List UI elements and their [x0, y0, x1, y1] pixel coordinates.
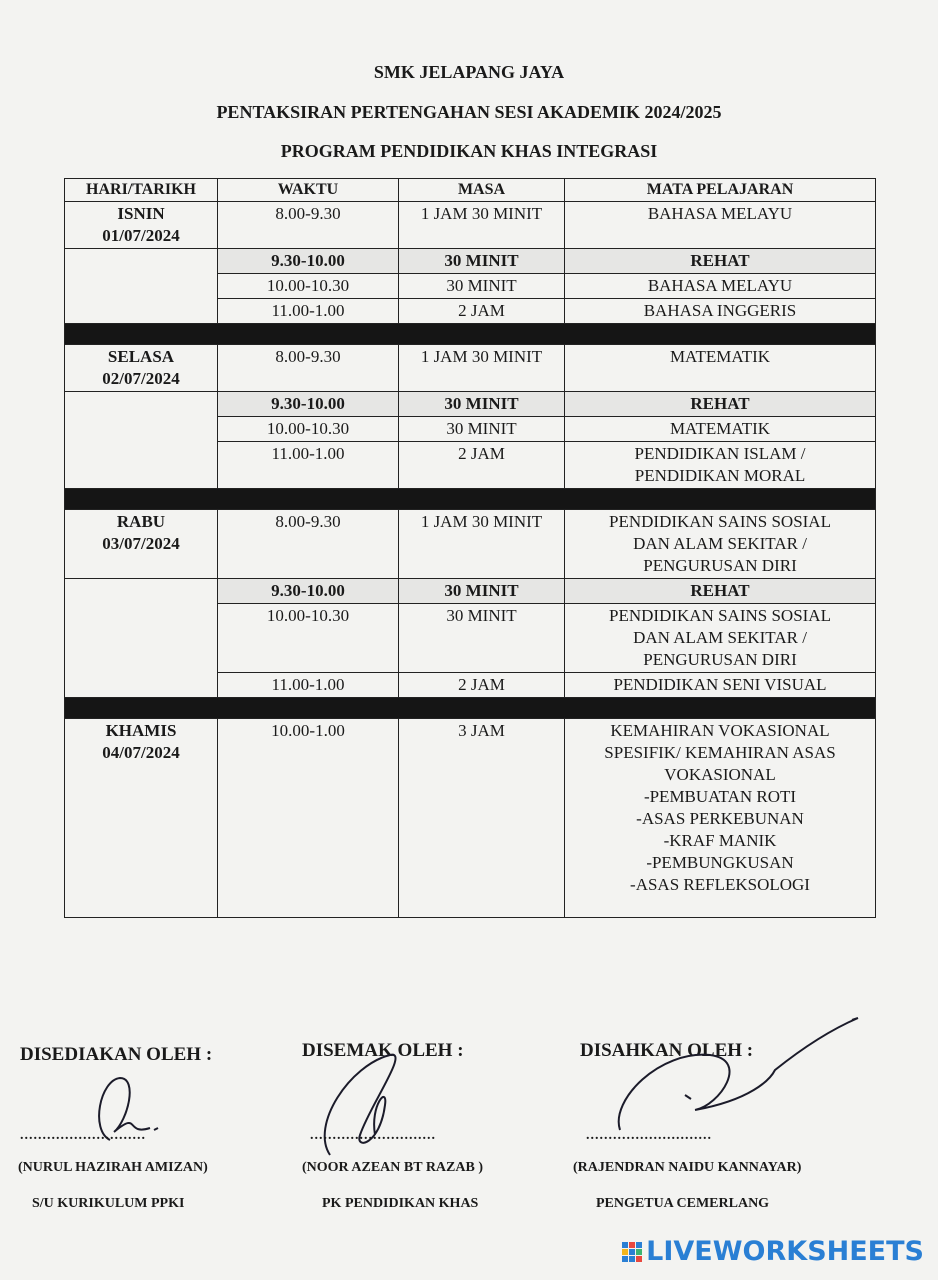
subject-cell: PENDIDIKAN SAINS SOSIAL DAN ALAM SEKITAR / PENGURUSAN DIRI [565, 510, 876, 579]
day-name: ISNIN [117, 204, 165, 223]
duration-cell: 2 JAM [399, 299, 565, 324]
duration-cell: 30 MINIT [399, 274, 565, 299]
table-row [65, 249, 876, 274]
subject-cell: PENDIDIKAN ISLAM / PENDIDIKAN MORAL [565, 442, 876, 489]
day-cell [65, 202, 218, 249]
assessment-title: PENTAKSIRAN PERTENGAHAN SESI AKADEMIK 2024/2025 [216, 102, 722, 122]
duration-cell: 30 MINIT [399, 417, 565, 442]
day-date: 01/07/2024 [102, 226, 180, 245]
subject-cell: BAHASA MELAYU [565, 202, 876, 249]
time-cell: 8.00-9.30 [218, 345, 399, 392]
time-cell: 9.30-10.00 [218, 249, 399, 274]
checked-by-role: PK PENDIDIKAN KHAS [322, 1196, 479, 1211]
day-name: KHAMIS [105, 721, 177, 740]
day-separator [65, 698, 876, 719]
day-name: SELASA [107, 347, 175, 366]
subject-cell: REHAT [565, 392, 876, 417]
duration-cell: 1 JAM 30 MINIT [399, 345, 565, 392]
exam-schedule-table [64, 178, 876, 918]
separator-bar [65, 698, 876, 719]
empty-day-cell [65, 249, 218, 324]
day-name: RABU [116, 512, 166, 531]
duration-cell: 1 JAM 30 MINIT [399, 510, 565, 579]
table-row [65, 345, 876, 392]
subject-cell: PENDIDIKAN SENI VISUAL [565, 673, 876, 698]
brand-text: LIVEWORKSHEETS [646, 1236, 924, 1267]
approved-signature [600, 1010, 865, 1145]
duration-cell: 30 MINIT [399, 249, 565, 274]
checked-by-label: DISEMAK OLEH : [302, 1040, 464, 1061]
grid-icon [622, 1242, 642, 1262]
column-header-time: WAKTU [218, 179, 399, 202]
program-title: PROGRAM PENDIDIKAN KHAS INTEGRASI [280, 141, 658, 161]
day-cell [65, 510, 218, 579]
column-header-subject: MATA PELAJARAN [565, 179, 876, 202]
time-cell: 9.30-10.00 [218, 579, 399, 604]
column-header-duration: MASA [399, 179, 565, 202]
prepared-by-label: DISEDIAKAN OLEH : [20, 1044, 213, 1065]
liveworksheets-logo [622, 1236, 924, 1267]
approved-by-role: PENGETUA CEMERLANG [596, 1196, 770, 1211]
duration-cell: 30 MINIT [399, 604, 565, 673]
time-cell: 8.00-9.30 [218, 510, 399, 579]
day-cell [65, 719, 218, 918]
school-name: SMK JELAPANG JAYA [373, 62, 565, 82]
day-date: 02/07/2024 [102, 369, 180, 388]
subject-cell: REHAT [565, 579, 876, 604]
column-header-day: HARI/TARIKH [65, 179, 218, 202]
prepared-signature-line: ............................ [20, 1128, 146, 1143]
time-cell: 9.30-10.00 [218, 392, 399, 417]
subject-cell: BAHASA MELAYU [565, 274, 876, 299]
table-row [65, 510, 876, 579]
duration-cell: 2 JAM [399, 673, 565, 698]
time-cell: 11.00-1.00 [218, 299, 399, 324]
time-cell: 10.00-10.30 [218, 417, 399, 442]
time-cell: 8.00-9.30 [218, 202, 399, 249]
time-cell: 10.00-10.30 [218, 604, 399, 673]
table-row [65, 202, 876, 249]
day-cell [65, 345, 218, 392]
subject-cell: MATEMATIK [565, 417, 876, 442]
duration-cell: 30 MINIT [399, 579, 565, 604]
checked-by-name: (NOOR AZEAN BT RAZAB ) [302, 1160, 483, 1175]
approved-signature-line: ............................ [586, 1128, 712, 1143]
time-cell: 11.00-1.00 [218, 442, 399, 489]
subject-cell: MATEMATIK [565, 345, 876, 392]
approved-by-label: DISAHKAN OLEH : [580, 1040, 754, 1061]
separator-bar [65, 489, 876, 510]
subject-cell: PENDIDIKAN SAINS SOSIAL DAN ALAM SEKITAR / PENGURUSAN DIRI [565, 604, 876, 673]
day-separator [65, 489, 876, 510]
schedule-body [65, 202, 876, 918]
table-header-row [65, 179, 876, 202]
table-row [65, 579, 876, 604]
subject-cell: BAHASA INGGERIS [565, 299, 876, 324]
table-row [65, 392, 876, 417]
checked-signature-line: ............................ [310, 1128, 436, 1143]
duration-cell: 3 JAM [399, 719, 565, 918]
time-cell: 10.00-1.00 [218, 719, 399, 918]
table-row [65, 719, 876, 918]
checked-signature [300, 1045, 440, 1165]
day-date: 03/07/2024 [102, 534, 180, 553]
empty-day-cell [65, 392, 218, 489]
separator-bar [65, 324, 876, 345]
subject-cell: KEMAHIRAN VOKASIONAL SPESIFIK/ KEMAHIRAN ASAS VOKASIONAL -PEMBUATAN ROTI -ASAS PERKEBUNAN -KRAF MANIK -PEMBUNGKUSAN -ASAS REFLEKSOLOGI [565, 719, 876, 918]
prepared-by-role: S/U KURIKULUM PPKI [32, 1196, 185, 1211]
duration-cell: 30 MINIT [399, 392, 565, 417]
day-separator [65, 324, 876, 345]
time-cell: 10.00-10.30 [218, 274, 399, 299]
day-date: 04/07/2024 [102, 743, 180, 762]
empty-day-cell [65, 579, 218, 698]
subject-cell: REHAT [565, 249, 876, 274]
time-cell: 11.00-1.00 [218, 673, 399, 698]
duration-cell: 1 JAM 30 MINIT [399, 202, 565, 249]
approved-by-name: (RAJENDRAN NAIDU KANNAYAR) [573, 1160, 802, 1175]
prepared-by-name: (NURUL HAZIRAH AMIZAN) [18, 1160, 208, 1175]
duration-cell: 2 JAM [399, 442, 565, 489]
